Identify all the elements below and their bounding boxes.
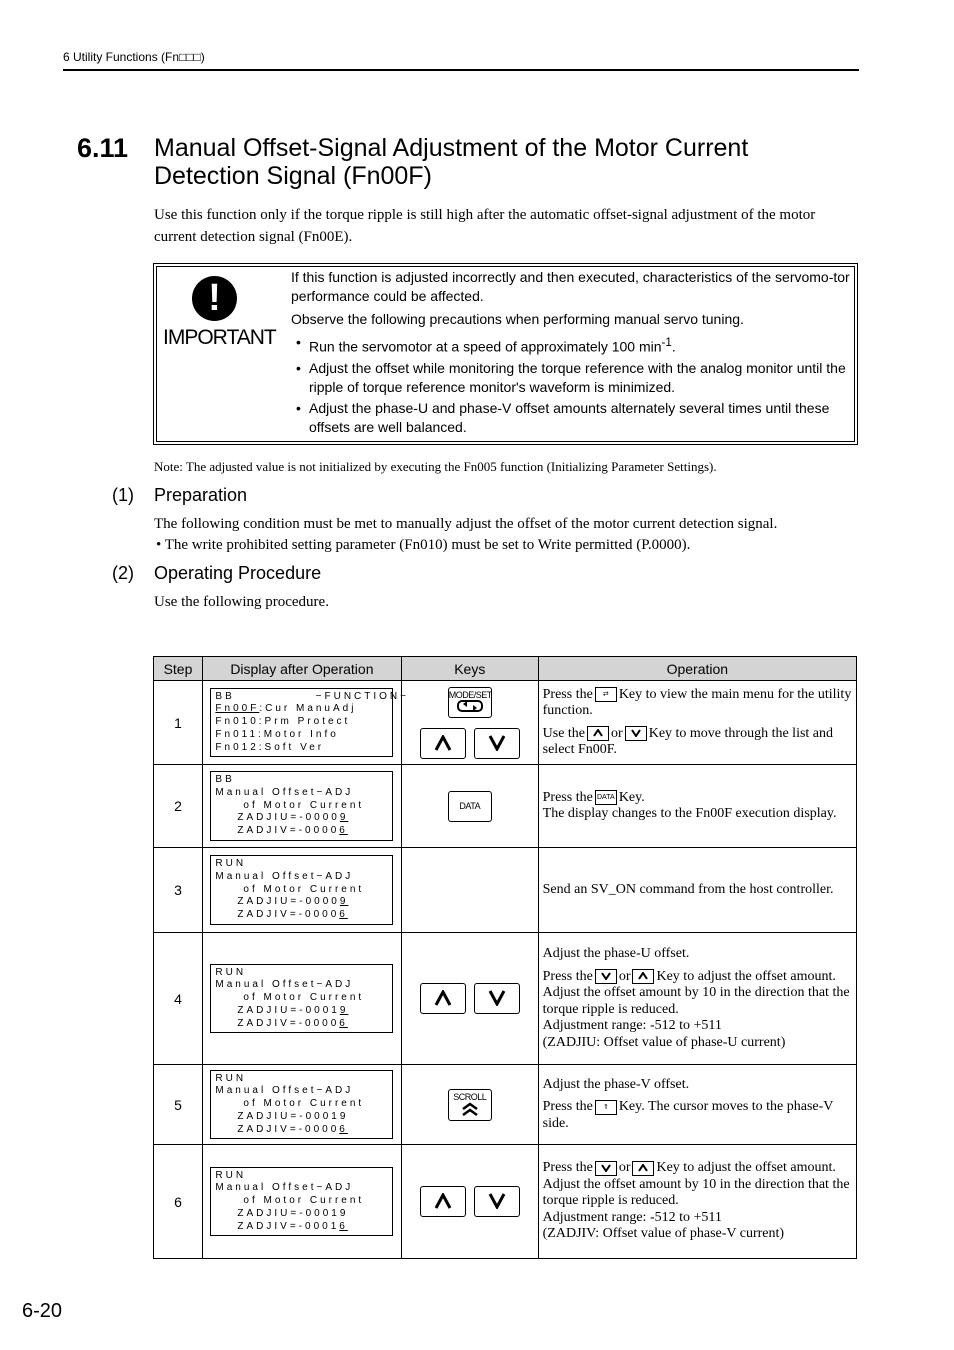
table-header-row bbox=[154, 657, 857, 681]
important-para-2: Observe the following precautions when performing manual servo tuning. bbox=[291, 311, 744, 327]
mode-set-arrows-icon bbox=[457, 700, 483, 712]
mode-set-key[interactable]: MODE/SET bbox=[448, 687, 492, 718]
procedure-heading: Operating Procedure bbox=[154, 563, 322, 583]
step-number: 2 bbox=[154, 765, 203, 848]
down-arrow-icon bbox=[488, 990, 506, 1006]
keys-cell bbox=[401, 1065, 538, 1145]
running-header: 6 Utility Functions (Fn□□□) bbox=[63, 50, 205, 64]
procedure-heading-number: (2) bbox=[112, 563, 134, 583]
lcd-display: RUN Manual Offset−ADJ of Motor Current ZADJIU=-00019 ZADJIV=-00006 bbox=[210, 1070, 393, 1140]
table-row bbox=[154, 681, 857, 765]
step-number: 6 bbox=[154, 1145, 203, 1259]
up-arrow-icon bbox=[434, 990, 452, 1006]
data-key[interactable]: DATA bbox=[448, 791, 492, 822]
display-cell bbox=[202, 848, 401, 933]
up-key-inline-icon bbox=[587, 726, 609, 741]
section-intro: Use this function only if the torque ripple is still high after the automatic offset-signal adjustment of the motor current detection signal (Fn00E). bbox=[154, 207, 816, 245]
up-key[interactable] bbox=[420, 983, 466, 1014]
operation-cell: Press the DATA Key. The display changes to the Fn00F execution display. bbox=[538, 765, 856, 848]
display-cell bbox=[202, 765, 401, 848]
prep-heading: Preparation bbox=[154, 485, 248, 505]
operation-cell: Adjust the phase-V offset. Press the ⇑ Key. The cursor moves to the phase-V side. bbox=[538, 1065, 856, 1145]
down-key[interactable] bbox=[474, 983, 520, 1014]
up-key[interactable] bbox=[420, 728, 466, 759]
important-text bbox=[291, 268, 851, 439]
step-number: 4 bbox=[154, 933, 203, 1065]
keys-cell bbox=[401, 848, 538, 933]
step-number: 1 bbox=[154, 681, 203, 765]
procedure-table bbox=[153, 656, 857, 1259]
down-key-inline-icon bbox=[625, 726, 647, 741]
important-label: IMPORTANT bbox=[163, 326, 276, 349]
prep-text: The following condition must be met to manually adjust the offset of the motor current detection signal. bbox=[154, 516, 778, 532]
table-row bbox=[154, 1065, 857, 1145]
step-number: 3 bbox=[154, 848, 203, 933]
header-rule bbox=[63, 69, 859, 71]
down-key-inline-icon bbox=[595, 1161, 617, 1176]
keys-cell bbox=[401, 1145, 538, 1259]
up-arrow-icon bbox=[434, 1193, 452, 1209]
col-header-step: Step bbox=[154, 657, 203, 681]
lcd-display: BB Manual Offset−ADJ of Motor Current ZADJIU=-00009 ZADJIV=-00006 bbox=[210, 771, 393, 841]
important-para-1: If this function is adjusted incorrectly and then executed, characteristics of the servomo-tor performance could be affected. bbox=[291, 269, 850, 304]
exclamation-icon: ! bbox=[192, 276, 237, 321]
data-key-inline-icon: DATA bbox=[595, 790, 617, 805]
scroll-key[interactable]: SCROLL bbox=[448, 1089, 492, 1121]
procedure-intro: Use the following procedure. bbox=[154, 594, 329, 610]
up-key-inline-icon bbox=[632, 969, 654, 984]
display-cell bbox=[202, 1145, 401, 1259]
note-text: Note: The adjusted value is not initialized by executing the Fn005 function (Initializing Parameter Settings). bbox=[154, 459, 717, 474]
up-key[interactable] bbox=[420, 1186, 466, 1217]
display-cell bbox=[202, 1065, 401, 1145]
down-key-inline-icon bbox=[595, 969, 617, 984]
operation-cell: Press the or Key to adjust the offset amount. Adjust the offset amount by 10 in the direction that the torque ripple is reduced. Adjustment range: -512 to +511 (ZADJIV: Offset value of phase-V current) bbox=[538, 1145, 856, 1259]
down-arrow-icon bbox=[488, 1193, 506, 1209]
prep-heading-number: (1) bbox=[112, 485, 134, 505]
operation-cell: Press the ⇄ Key to view the main menu for the utility function. Use the or Key to move through the list and select Fn00F. bbox=[538, 681, 856, 765]
scroll-key-inline-icon: ⇑ bbox=[595, 1100, 617, 1115]
table-row bbox=[154, 765, 857, 848]
col-header-operation: Operation bbox=[538, 657, 856, 681]
important-list bbox=[291, 333, 851, 437]
down-key[interactable] bbox=[474, 728, 520, 759]
up-key-inline-icon bbox=[632, 1161, 654, 1176]
keys-cell bbox=[401, 765, 538, 848]
up-arrow-icon bbox=[434, 735, 452, 751]
lcd-display: RUN Manual Offset−ADJ of Motor Current ZADJIU=-00009 ZADJIV=-00006 bbox=[210, 855, 393, 925]
section-title: Manual Offset-Signal Adjustment of the Motor Current Detection Signal (Fn00F) bbox=[154, 134, 749, 190]
display-cell bbox=[202, 933, 401, 1065]
table-row bbox=[154, 1145, 857, 1259]
prep-bullet: • The write prohibited setting parameter (Fn010) must be set to Write permitted (P.0000). bbox=[156, 537, 691, 553]
lcd-display: RUN Manual Offset−ADJ of Motor Current ZADJIU=-00019 ZADJIV=-00016 bbox=[210, 1167, 393, 1237]
operation-cell: Send an SV_ON command from the host controller. bbox=[538, 848, 856, 933]
display-cell bbox=[202, 681, 409, 765]
section-number: 6.11 bbox=[77, 133, 129, 163]
mode-set-key-inline-icon: ⇄ bbox=[595, 687, 617, 702]
important-bullet-1: • Run the servomotor at a speed of approximately 100 $\min^{-1}$. bbox=[309, 333, 851, 357]
keys-cell bbox=[401, 933, 538, 1065]
important-bullet-2: • Adjust the offset while monitoring the torque reference with the analog monitor until the ripple of torque reference monitor's waveform is minimized. bbox=[309, 359, 851, 397]
table-row bbox=[154, 848, 857, 933]
lcd-display: RUN Manual Offset−ADJ of Motor Current ZADJIU=-00019 ZADJIV=-00006 bbox=[210, 964, 393, 1034]
col-header-keys: Keys bbox=[401, 657, 538, 681]
page-number: 6-20 bbox=[22, 1300, 63, 1322]
important-bullet-3: • Adjust the phase-U and phase-V offset amounts alternately several times until these offsets are well balanced. bbox=[309, 399, 851, 437]
col-header-display: Display after Operation bbox=[202, 657, 401, 681]
operation-cell: Adjust the phase-U offset. Press the or Key to adjust the offset amount. Adjust the offset amount by 10 in the direction that the torque ripple is reduced. Adjustment range: -512 to +511 (ZADJIU: Offset value of phase-U current) bbox=[538, 933, 856, 1065]
step-number: 5 bbox=[154, 1065, 203, 1145]
lcd-display: BB −FUNCTION− Fn00F:Cur ManuAdj Fn010:Prm Protect Fn011:Motor Info Fn012:Soft Ver bbox=[210, 688, 393, 758]
down-arrow-icon bbox=[488, 735, 506, 751]
keys-cell bbox=[401, 681, 538, 765]
down-key[interactable] bbox=[474, 1186, 520, 1217]
double-up-arrow-icon bbox=[460, 1102, 480, 1116]
table-row bbox=[154, 933, 857, 1065]
